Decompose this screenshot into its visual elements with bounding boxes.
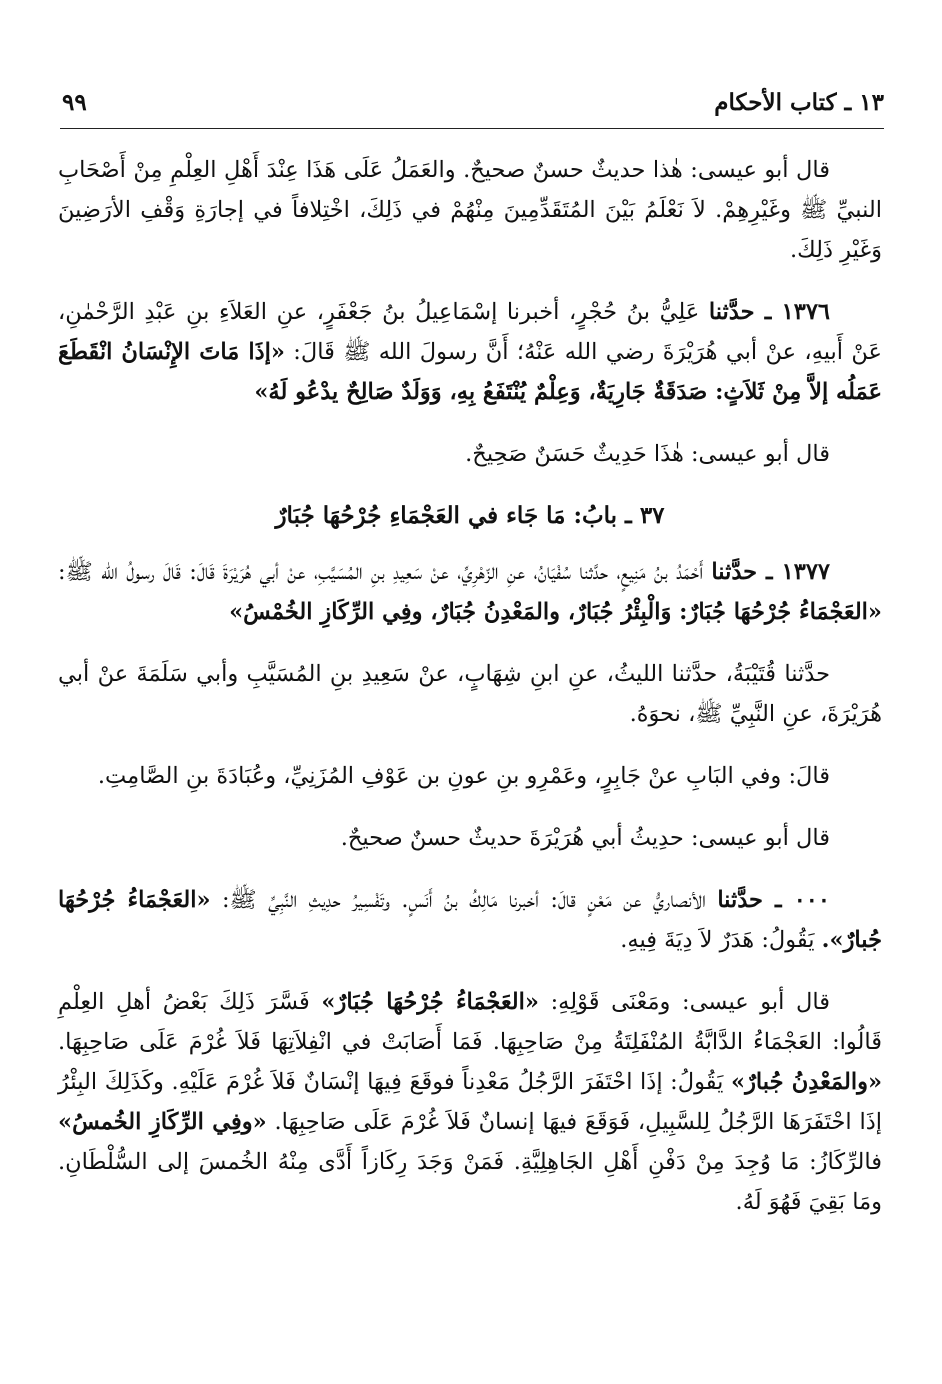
hadith-000 [58, 880, 882, 960]
hadith-chain: عَلِيُّ بنُ حُجْرٍ، أخبرنا إسْمَاعِيلُ بنُ جَعْفَرٍ، عنِ العَلاَءِ بنِ عَبْدِ الرَّحْمٰنِ، عَنْ أَبيهِ، عنْ أبي هُرَيْرَةَ رضي الله عَنْهُ؛ أَنَّ رسولَ الله ﷺ قَالَ: [58, 299, 882, 365]
paragraph-text: قالَ: وفي البَابِ عنْ جَابِرٍ، وعَمْرِو بنِ عونِ بن عَوْفِ المُزَنِيِّ، وعُبَادَةَ بنِ الصَّامِتِ. [97, 763, 830, 789]
hadith-tail: يَقُولُ: هَدَرٌ لاَ دِيَةَ فِيهِ. [620, 927, 822, 953]
explanation-text-2: فَسَّرَ ذَلِكَ بَعْضُ أهلِ العِلْمِ قَالُوا: العَجْمَاءُ الدَّابَّةُ المُنْفَلِتَةُ مِنْ صَاحِبِهَا. فَمَا أَصَابَتْ في انْفِلاَتِهَا فَلاَ غُرْمَ عَلَى صَاحِبِهَا. [58, 989, 882, 1055]
hadith-quote: «العَجْمَاءُ جُرْحُهَا جُبارٌ». [58, 887, 882, 953]
explanation-quote-3: «وفِي الرِّكَازِ الخُمسُ» [58, 1109, 267, 1135]
hadith-1377 [58, 552, 882, 632]
paragraph-grading [58, 818, 882, 858]
explanation-text-4: فالرِّكَازُ: مَا وُجِدَ مِنْ دَفْنِ أَهْلِ الجَاهِلِيَّةِ. فَمَنْ وَجَدَ رِكَازاً أَدَّى مِنْهُ الخُمسَ إلى السُّلْطَانِ. ومَا بَقِيَ فَهُوَ لَهُ. [58, 1149, 882, 1215]
paragraph-chain-2 [58, 654, 882, 734]
chapter-heading: ٣٧ ـ بابُ: مَا جَاء في العَجْمَاءِ جُرْحُهَا جُبَارٌ [275, 502, 665, 529]
paragraph-text: حدَّثنا قُتَيْبَةُ، حدَّثنا الليثُ، عنِ ابنِ شِهَابٍ، عنْ سَعِيدِ بنِ المُسَيَّبِ وأبي سَلَمَةَ عنْ أبي هُرَيْرَةَ، عنِ النَّبِيِّ ﷺ، نحوَهُ. [58, 661, 882, 727]
hadith-1376 [58, 292, 882, 412]
paragraph-explanation [58, 982, 882, 1222]
explanation-text-1: قال أبو عيسى: ومَعْنَى قَوْلِهِ: [538, 989, 830, 1015]
paragraph-chapter-refs [58, 756, 882, 796]
body-text [58, 150, 882, 1222]
header-rule [60, 128, 884, 129]
paragraph-text: قال أبو عيسى: هٰذَا حَدِيثٌ حَسَنٌ صَحِيحٌ. [465, 441, 830, 467]
paragraph-commentary-2 [58, 434, 882, 474]
hadith-number: ٠٠٠ ـ حدَّثنا [717, 887, 830, 913]
page-number: ٩٩ [62, 88, 87, 116]
hadith-number: ١٣٧٦ ـ حدَّثنا [708, 299, 830, 325]
explanation-quote-1: «العَجْمَاءُ جُرْحُهَا جُبَارٌ» [321, 989, 539, 1015]
paragraph-text: قال أبو عيسى: هٰذا حديثٌ حسنٌ صحيحٌ. والعَمَلُ عَلَى هَذَا عِنْدَ أَهْلِ العِلْمِ مِنْ أَصْحَابِ النبيِّ ﷺ وغَيْرِهِمْ. لاَ نَعْلَمُ بَيْنَ المُتَقَدِّمِينَ مِنْهُمْ في ذَلِكَ، اخْتِلافاً في إجارَةِ وَقْفِ الأرَضِينَ وَغَيْرِ ذَلِكَ. [58, 157, 882, 263]
chapter-title: ١٣ ـ كتاب الأحكام [714, 88, 884, 116]
explanation-text-3: يَقُولُ: إذَا احْتَفَرَ الرَّجُلُ مَعْدِناً فوقَعَ فِيهَا إنْسَانٌ فَلاَ غُرْمَ عَلَيْهِ. وكَذَلِكَ البِئْرُ إذَا احْتَفَرَهَا الرَّجُلُ لِلسَّبِيلِ، فَوَقَعَ فيهَا إنسانٌ فَلاَ غُرْمَ عَلَى صَاحِبِهَا. [58, 1069, 882, 1135]
hadith-quote: «العَجْمَاءُ جُرْحُهَا جُبَارٌ: وَالْبِئْرُ جُبَارٌ، والمَعْدِنُ جُبَارٌ، وفِي الرِّكَازِ الخُمْسُ» [229, 599, 882, 625]
paragraph-text: قال أبو عيسى: حدِيثُ أبي هُرَيْرَةَ حديثٌ حسنٌ صحيحٌ. [340, 825, 830, 851]
paragraph-commentary-1 [58, 150, 882, 270]
hadith-number: ١٣٧٧ ـ حدَّثنا [711, 559, 830, 585]
hadith-chain: الأنصاريُّ عن مَعْنٍ قالَ: أخبرنا مَالِكُ بنُ أَنَسٍ. وتَفْسِيرُ حدِيثِ النَّبِيِّ ﷺ: [210, 887, 718, 913]
hadith-chain: أَحْمَدُ بنُ مَنِيعٍ، حدَّثنا سُفْيَانُ، عنِ الزّهْرِيِّ، عنْ سَعِيدِ بنِ المُسَيَّبِ، عنْ أبي هُرَيْرَةَ قَالَ: قَالَ رسولُ الله ﷺ: [58, 559, 712, 585]
explanation-quote-2: «والمَعْدِنُ جُبارٌ» [731, 1069, 883, 1095]
running-header [62, 78, 884, 126]
hadith-quote: «إذَا مَاتَ الإِنْسَانُ انْقَطَعَ عَمَلُه إلاَّ مِنْ ثَلاَثٍ: صَدَقَةٌ جَارِيَةٌ، وَعِلْمٌ يُنْتَفَعُ بِهِ، وَوَلَدٌ صَالِحٌ يدْعُو لَهُ» [58, 339, 882, 405]
